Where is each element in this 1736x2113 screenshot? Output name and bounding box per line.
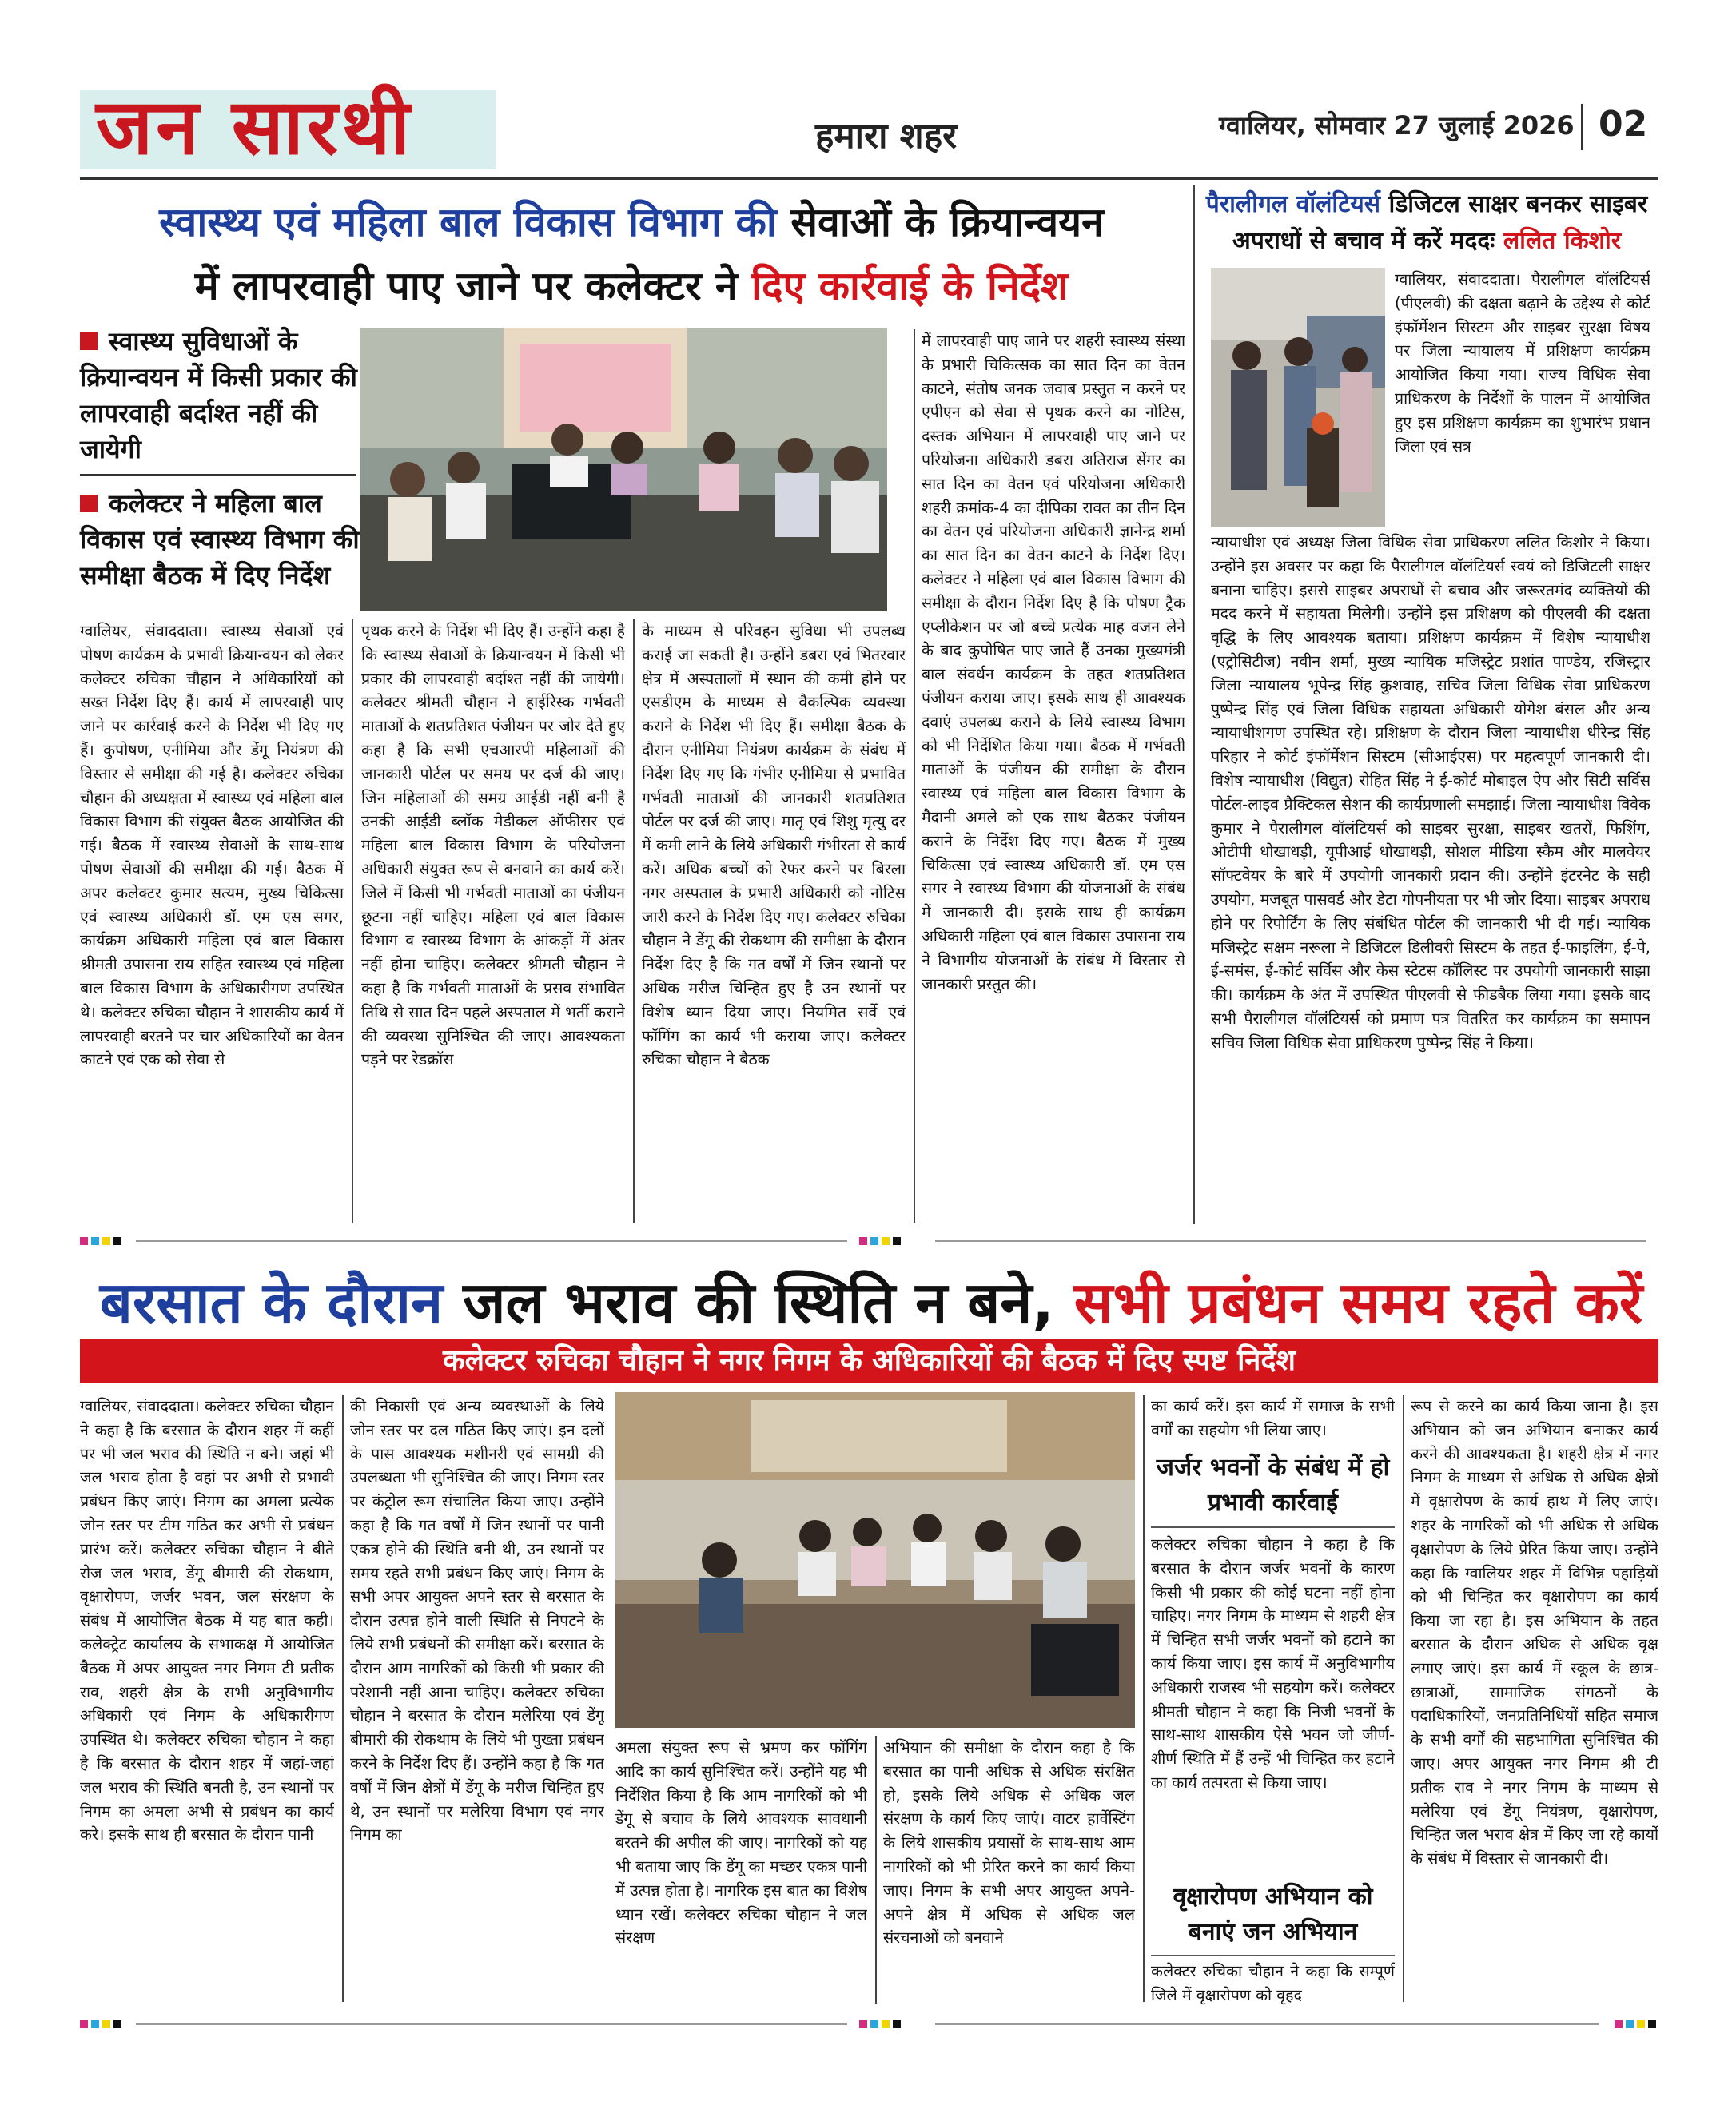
story2-subheadline-banner: कलेक्टर रुचिका चौहान ने नगर निगम के अधिकारियों की बैठक में दिए स्पष्ट निर्देश bbox=[80, 1339, 1658, 1383]
column-divider bbox=[914, 329, 915, 1223]
story1-headline-part: सेवाओं के क्रियान्वयन bbox=[790, 199, 1104, 245]
story1-headline-part: दिए कार्रवाई के निर्देश bbox=[751, 263, 1069, 309]
side-story-headline-part: पैरालीगल वॉलंटियर्स bbox=[1205, 190, 1381, 218]
subheading-dilapidated-buildings: जर्जर भवनों के संबंध में हो प्रभावी कार्रवाई bbox=[1156, 1454, 1390, 1517]
story2-column-3 bbox=[615, 1736, 867, 2004]
story1-highlights bbox=[80, 324, 368, 599]
bullet-square-icon bbox=[80, 495, 98, 512]
side-story-headline bbox=[1203, 186, 1650, 260]
highlight-divider bbox=[80, 474, 356, 476]
subheading-rule bbox=[1151, 1526, 1395, 1528]
story2-column-5-top bbox=[1151, 1395, 1395, 1444]
side-story-text-top-body: ग्वालियर, संवाददाता। पैरालीगल वॉलंटियर्स (पीएलवी) की दक्षता बढ़ाने के उद्देश्य से कोर्ट इंफॉर्मेशन सिस्टम और साइबर सुरक्षा विषय पर जिला न्यायालय में प्रशिक्षण कार्यक्रम आयोजित किया गया। राज्य विधिक सेवा प्राधिकरण के निर्देशों के पालन में आयोजित हुए इस प्रशिक्षण कार्यक्रम का शुभारंभ प्रधान जिला एवं सत्र bbox=[1395, 270, 1650, 456]
story1-column-3 bbox=[642, 619, 906, 1225]
section-title: हमारा शहर bbox=[815, 116, 958, 157]
masthead-rule bbox=[80, 177, 1658, 180]
highlight-text: कलेक्टर ने महिला बाल विकास एवं स्वास्थ्य विभाग की समीक्षा बैठक में दिए निर्देश bbox=[80, 488, 360, 591]
meeting-photo bbox=[360, 328, 887, 611]
side-story-text-bottom-body: न्यायाधीश एवं अध्यक्ष जिला विधिक सेवा प्राधिकरण ललित किशोर ने किया। उन्होंने इस अवसर पर कहा कि पैरालीगल वॉलंटियर्स स्वयं को डिजिटली साक्षर बनाना चाहिए। इससे साइबर अपराधों से बचाव और जरूरतमंद व्यक्तियों की मदद करने में सहायता मिलेगी। उन्होंने इस प्रशिक्षण को पीएलवी की दक्षता वृद्धि के लिए आवश्यक बताया। प्रशिक्षण कार्यक्रम में विशेष न्यायाधीश (एट्रोसिटीज) नवीन शर्मा, मुख्य न्यायिक मजिस्ट्रेट प्रशांत पाण्डेय, रजिस्ट्रार जिला न्यायालय भूपेन्द्र सिंह कुशवाह, सचिव जिला विधिक सेवा प्राधिकरण पुष्पेन्द्र सिंह एवं जिला विधिक सहायता अधिकारी योगेश बंसल और अन्य न्यायाधीशगण उपस्थित रहे। प्रशिक्षण के दौरान जिला न्यायाधीश धीरेन्द्र सिंह परिहार ने कोर्ट इंफॉर्मेशन सिस्टम (सीआईएस) पर महत्वपूर्ण जानकारी दी। विशेष न्यायाधीश (विद्युत) रोहित सिंह ने ई-कोर्ट मोबाइल ऐप और सिटी सर्विस पोर्टल-लाइव प्रैक्टिकल सेशन की कार्यप्रणाली समझाई। जिला न्यायाधीश विवेक कुमार ने पैरालीगल वॉलंटियर्स को साइबर सुरक्षा, साइबर खतरों, फिशिंग, ओटीपी धोखाधड़ी, यूपीआई धोखाधड़ी, सोशल मीडिया स्कैम और मालवेयर सॉफ्टवेयर के बारे में उपयोगी जानकारी प्रदान की। उन्होंने इंटरनेट के सही उपयोग, मजबूत पासवर्ड और डेटा गोपनीयता पर भी जोर दिया। साइबर अपराध होने पर रिपोर्टिंग के लिए संबंधित पोर्टल की जानकारी भी दी गई। न्यायिक मजिस्ट्रेट सक्षम नरूला ने डिजिटल डिलीवरी सिस्टम के तहत ई-फाइलिंग, ई-पे, ई-समंस, ई-कोर्ट सर्विस और केस स्टेटस कॉलिस्ट पर उपयोगी जानकारी साझा की। कार्यक्रम के अंत में उपस्थित पीएलवी से फीडबैक लिया गया। इसके बाद सभी पैरालीगल वॉलंटियर्स को प्रमाण पत्र वितरित कर कार्यक्रम का समापन सचिव जिला विधिक सेवा प्राधिकरण पुष्पेन्द्र सिंह ने किया। bbox=[1211, 533, 1650, 1052]
meeting-photo-illustration bbox=[360, 328, 887, 611]
story1-headline-line1 bbox=[80, 192, 1183, 253]
story1-column-2 bbox=[361, 619, 625, 1225]
story2-column-2 bbox=[350, 1395, 604, 2002]
highlight-item bbox=[80, 324, 368, 468]
story1-column-1 bbox=[80, 619, 344, 1225]
column-divider bbox=[1143, 1395, 1145, 2002]
municipal-meeting-photo-illustration bbox=[615, 1392, 1135, 1728]
story2-column-5-bottom bbox=[1151, 1960, 1395, 2008]
story1-headline-part: स्वास्थ्य एवं महिला बाल विकास विभाग की bbox=[159, 199, 777, 245]
story2-column-4-text: अभियान की समीक्षा के दौरान कहा है कि बरसात का पानी अधिक से अधिक संरक्षित हो, इसके लिये अधिक से अधिक जल संरक्षण के कार्य किए जाएं। वाटर हार्वेस्टिंग के लिये शासकीय प्रयासों के साथ-साथ आम नागरिकों को भी प्रेरित करने का कार्य किया जाए। निगम के सभी अपर आयुक्त अपने-अपने क्षेत्र में अधिक से अधिक जल संरचनाओं को बनवाने bbox=[883, 1738, 1135, 1948]
story2-column-1 bbox=[80, 1395, 334, 2002]
page-number-divider bbox=[1581, 104, 1583, 150]
side-story-headline-part: ललित किशोर bbox=[1503, 227, 1622, 255]
column-divider bbox=[633, 619, 635, 1223]
municipal-meeting-photo bbox=[615, 1392, 1135, 1728]
column-divider bbox=[875, 1736, 877, 2004]
story2-column-5-bottom-text: कलेक्टर रुचिका चौहान ने कहा कि सम्पूर्ण जिले में वृक्षारोपण को वृहद bbox=[1151, 1962, 1395, 2004]
page-number: 02 bbox=[1599, 104, 1648, 145]
story1-column-2-text: पृथक करने के निर्देश भी दिए हैं। उन्होंने कहा है कि स्वास्थ्य सेवाओं के क्रियान्वयन में किसी भी प्रकार की लापरवाही बर्दाश्त नहीं की जायेगी। कलेक्टर श्रीमती चौहान ने हाईरिस्क गर्भवती माताओं के शतप्रतिशत पंजीयन पर जोर देते हुए कहा है कि सभी एचआरपी महिलाओं की जानकारी पोर्टल पर समय पर दर्ज की जाए। जिन महिलाओं की समग्र आईडी नहीं बनी है उनकी आईडी ब्लॉक मेडीकल ऑफीसर एवं महिला बाल विकास विभाग के परियोजना अधिकारी संयुक्त रूप से बनवाने का कार्य करें। जिले में किसी भी गर्भवती माताओं का पंजीयन छूटना नहीं चाहिए। महिला एवं बाल विकास विभाग व स्वास्थ्य विभाग के आंकड़ों में अंतर नहीं होना चाहिए। कलेक्टर श्रीमती चौहान ने कहा है कि गर्भवती माताओं के प्रसव संभावित तिथि से सात दिन पहले अस्पताल में भर्ती कराने की व्यवस्था सुनिश्चित की जाए। आवश्यकता पड़ने पर रेडक्रॉस bbox=[361, 622, 625, 1069]
story2-headline bbox=[80, 1267, 1662, 1339]
registration-marks-icon bbox=[80, 2019, 1658, 2030]
training-photo bbox=[1211, 268, 1385, 527]
subheading-plantation-campaign: वृक्षारोपण अभियान को बनाएं जन अभियान bbox=[1173, 1883, 1373, 1946]
print-registration-strip bbox=[80, 1235, 1658, 1246]
training-photo-illustration bbox=[1211, 268, 1385, 527]
dateline: ग्वालियर, सोमवार 27 जुलाई 2026 bbox=[1219, 110, 1575, 141]
story1-column-3-text: के माध्यम से परिवहन सुविधा भी उपलब्ध कराई जा सकती है। उन्होंने डबरा एवं भितरवार क्षेत्र में अस्पतालों में स्थान की कमी होने पर एसडीएम के माध्यम से वैकल्पिक व्यवस्था कराने के निर्देश भी दिए हैं। समीक्षा बैठक के दौरान एनीमिया नियंत्रण कार्यक्रम के संबंध में निर्देश दिए गए कि गंभीर एनीमिया से प्रभावित गर्भवती माताओं की जानकारी शतप्रतिशत पोर्टल पर दर्ज की जाए। मातृ एवं शिशु मृत्यु दर में कमी लाने के लिये अधिकारी गंभीरता से कार्य करें। अधिक बच्चों को रेफर करने पर बिरला नगर अस्पताल के प्रभारी अधिकारी को नोटिस जारी करने के निर्देश दिए गए। कलेक्टर रुचिका चौहान ने डेंगू की रोकथाम की समीक्षा के दौरान निर्देश दिए है कि गत वर्षों में जिन स्थानों पर अधिक मरीज चिन्हित हुए है उन स्थानों पर विशेष ध्यान दिया जाए। नियमित सर्वे एवं फॉगिंग का कार्य भी कराया जाए। कलेक्टर रुचिका चौहान ने बैठक bbox=[642, 622, 906, 1069]
story1-column-1-text: ग्वालियर, संवाददाता। स्वास्थ्य सेवाओं एवं पोषण कार्यक्रम के प्रभावी क्रियान्वयन को लेकर कलेक्टर रुचिका चौहान ने अधिकारियों को सख्त निर्देश दिए हैं। कार्य में लापरवाही पाए जाने पर कार्रवाई करने के निर्देश भी दिए गए हैं। कुपोषण, एनीमिया और डेंगू नियंत्रण की विस्तार से समीक्षा की गई है। कलेक्टर रुचिका चौहान की अध्यक्षता में स्वास्थ्य एवं महिला बाल विकास विभाग की संयुक्त बैठक आयोजित की गई। बैठक में स्वास्थ्य सेवाओं के साथ-साथ पोषण सेवाओं की समीक्षा की गई। बैठक में अपर कलेक्टर कुमार सत्यम, मुख्य चिकित्सा एवं स्वास्थ्य अधिकारी डॉ. एम एस सगर, कार्यक्रम अधिकारी महिला एवं बाल विकास श्रीमती उपासना राय सहित स्वास्थ्य एवं महिला बाल विकास विभाग के अधिकारीगण उपस्थित थे। कलेक्टर रुचिका चौहान ने शासकीय कार्य में लापरवाही बरतने पर चार अधिकारियों का वेतन काटने एवं एक को सेवा से bbox=[80, 622, 344, 1069]
story2-column-5-top-text: का कार्य करें। इस कार्य में समाज के सभी वर्गों का सहयोग भी लिया जाए। bbox=[1151, 1397, 1395, 1439]
side-story-text-bottom bbox=[1211, 531, 1650, 1226]
highlight-text: स्वास्थ्य सुविधाओं के क्रियान्वयन में किसी प्रकार की लापरवाही बर्दाश्त नहीं की जायेगी bbox=[80, 326, 357, 464]
newspaper-logo: जन सारथी bbox=[96, 82, 414, 172]
bullet-square-icon bbox=[80, 332, 98, 350]
highlight-item bbox=[80, 486, 368, 594]
story2-column-3-text: अमला संयुक्त रूप से भ्रमण कर फॉगिंग आदि का कार्य सुनिश्चित करें। उन्होंने यह भी निर्देशित किया है कि आम नागरिकों को भी डेंगू से बचाव के लिये आवश्यक सावधानी बरतने की अपील की जाए। नागरिकों को यह भी बताया जाए कि डेंगू का मच्छर एकत्र पानी में उत्पन्न होता है। नागरिक इस बात का विशेष ध्यान रखें। कलेक्टर रुचिका चौहान ने जल संरक्षण bbox=[615, 1738, 867, 1948]
story1-headline-part: में लापरवाही पाए जाने पर कलेक्टर ने bbox=[194, 263, 738, 309]
story1-column-4 bbox=[922, 329, 1185, 1224]
story1-column-4-text: में लापरवाही पाए जाने पर शहरी स्वास्थ्य संस्था के प्रभारी चिकित्सक का सात दिन का वेतन काटने, संतोष जनक जवाब प्रस्तुत न करने पर एपीएन को सेवा से पृथक करने का नोटिस, दस्तक अभियान में लापरवाही पाए जाने पर परियोजना अधिकारी डबरा अतिराज सेंगर का सात दिन का वेतन एवं परियोजना अधिकारी शहरी क्रमांक-4 का दीपिका रावत का तीन दिन का वेतन एवं परियोजना अधिकारी ज्ञानेन्द्र शर्मा का सात दिन का वेतन काटने के निर्देश दिए। कलेक्टर ने महिला एवं बाल विकास विभाग की समीक्षा के दौरान निर्देश दिए है कि पोषण ट्रैक एप्लीकेशन पर जो बच्चे प्रत्येक माह वजन लेने के बाद कुपोषित पाए जाते हैं उनका मुख्यमंत्री बाल संवर्धन कार्यक्रम के तहत शतप्रतिशत पंजीयन कराया जाए। इसके साथ ही आवश्यक दवाएं उपलब्ध कराने के लिये स्वास्थ्य विभाग को भी निर्देशित किया गया। बैठक में गर्भवती माताओं के पंजीयन की समीक्षा के दौरान स्वास्थ्य एवं महिला बाल विकास विभाग के मैदानी अमले को एक साथ बैठकर पंजीयन कराने के निर्देश दिए गए। बैठक में मुख्य चिकित्सा एवं स्वास्थ्य अधिकारी डॉ. एम एस सगर ने स्वास्थ्य विभाग की योजनाओं के संबंध में जानकारी दी। इसके साथ ही कार्यक्रम अधिकारी महिला एवं बाल विकास उपासना राय ने विभागीय योजनाओं के संबंध में विस्तार से जानकारी प्रस्तुत की। bbox=[922, 332, 1185, 993]
print-registration-strip-bottom bbox=[80, 2018, 1658, 2029]
story2-column-2-text: की निकासी एवं अन्य व्यवस्थाओं के लिये जोन स्तर पर दल गठित किए जाएं। इन दलों के पास आवश्यक मशीनरी एवं सामग्री की उपलब्धता भी सुनिश्चित की जाए। निगम स्तर पर कंट्रोल रूम संचालित किया जाए। उन्होंने कहा है कि गत वर्षों में जिन स्थानों पर पानी एकत्र होने की स्थिति बनी थी, उन स्थानों पर समय रहते सभी प्रबंधन किए जाएं। निगम के सभी अपर आयुक्त अपने स्तर से बरसात के दौरान उत्पन्न होने वाली स्थिति से निपटने के लिये सभी प्रबंधनों की समीक्षा करें। बरसात के दौरान आम नागरिकों को किसी भी प्रकार की परेशानी नहीं आना चाहिए। कलेक्टर रुचिका चौहान ने बरसात के दौरान मलेरिया एवं डेंगू बीमारी की रोकथाम के लिये भी पुख्ता प्रबंधन करने के निर्देश दिए हैं। उन्होंने कहा है कि गत वर्षों में जिन क्षेत्रों में डेंगू के मरीज चिन्हित हुए थे, उन स्थानों पर मलेरिया विभाग एवं नगर निगम का bbox=[350, 1397, 604, 1844]
story2-column-1-text: ग्वालियर, संवाददाता। कलेक्टर रुचिका चौहान ने कहा है कि बरसात के दौरान शहर में कहीं पर भी जल भराव की स्थिति न बने। जहां भी जल भराव होता है वहां पर अभी से प्रभावी प्रबंधन किए जाएं। निगम का अमला प्रत्येक जोन स्तर पर टीम गठित कर अभी से प्रबंधन प्रारंभ करें। कलेक्टर रुचिका चौहान ने बीते रोज जल भराव, डेंगू बीमारी की रोकथाम, वृक्षारोपण, जर्जर भवन, जल संरक्षण के संबंध में आयोजित बैठक में यह बात कही। कलेक्ट्रेट कार्यालय के सभाकक्ष में आयोजित बैठक में अपर आयुक्त नगर निगम टी प्रतीक राव, शहरी क्षेत्र के सभी अनुविभागीय अधिकारी एवं निगम के अधिकारीगण उपस्थित थे। कलेक्टर रुचिका चौहान ने कहा है कि बरसात के दौरान शहर में जहां-जहां जल भराव की स्थिति बनती है, उन स्थानों पर निगम का अमला अभी से प्रबंधन का कार्य करे। इसके साथ ही बरसात के दौरान पानी bbox=[80, 1397, 334, 1844]
column-divider bbox=[342, 1395, 344, 2002]
column-divider bbox=[352, 619, 353, 1223]
story1-headline-line2 bbox=[80, 256, 1183, 316]
story2-column-6-text: रूप से करने का कार्य किया जाना है। इस अभियान को जन अभियान बनाकर कार्य करने की आवश्यकता है। शहरी क्षेत्र में नगर निगम के माध्यम से अधिक से अधिक क्षेत्रों में वृक्षारोपण के कार्य हाथ में लिए जाएं। शहर के नागरिकों को भी अधिक से अधिक वृक्षारोपण के लिये प्रेरित किया जाए। उन्होंने कहा कि ग्वालियर शहर में विभिन्न पहाड़ियों को भी चिन्हित कर वृक्षारोपण का कार्य किया जा रहा है। इस अभियान के तहत बरसात के दौरान अधिक से अधिक वृक्ष लगाए जाएं। इस कार्य में स्कूल के छात्र-छात्राओं, सामाजिक संगठनों के पदाधिकारियों, जनप्रतिनिधियों सहित समाज के सभी वर्गों की सहभागिता सुनिश्चित की जाए। अपर आयुक्त नगर निगम श्री टी प्रतीक राव ने नगर निगम के माध्यम से मलेरिया एवं डेंगू नियंत्रण, वृक्षारोपण, चिन्हित जल भराव क्षेत्र में किए जा रहे कार्यों के संबंध में विस्तार से जानकारी दी। bbox=[1411, 1397, 1658, 1868]
story2-headline-part: जल भराव की स्थिति न बने, bbox=[463, 1269, 1054, 1336]
story2-column-4 bbox=[883, 1736, 1135, 2004]
story2-column-6 bbox=[1411, 1395, 1658, 2004]
column-divider bbox=[1193, 185, 1195, 1224]
side-story-headline-part: डिजिटल साक्षर बनकर साइबर अपराधों से बचाव में करें मददः bbox=[1232, 190, 1648, 255]
registration-marks-icon bbox=[80, 1236, 1658, 1247]
subheading-rule bbox=[1151, 1955, 1395, 1956]
column-divider bbox=[1403, 1395, 1404, 2002]
side-story-text-top bbox=[1395, 268, 1650, 530]
story2-headline-part: सभी प्रबंधन समय रहते करें bbox=[1073, 1269, 1643, 1336]
story2-column-5-middle bbox=[1151, 1533, 1395, 1875]
story2-column-5-middle-text: कलेक्टर रुचिका चौहान ने कहा है कि बरसात के दौरान जर्जर भवनों के कारण किसी भी प्रकार की कोई घटना नहीं होना चाहिए। नगर निगम के माध्यम से शहरी क्षेत्र में चिन्हित सभी जर्जर भवनों को हटाने का कार्य किया जाए। इस कार्य में अनुविभागीय अधिकारी राजस्व भी सहयोग करें। कलेक्टर श्रीमती चौहान ने कहा कि निजी भवनों के साथ-साथ शासकीय ऐसे भवन जो जीर्ण-शीर्ण स्थिति में हैं उन्हें भी चिन्हित कर हटाने का कार्य तत्परता से किया जाए। bbox=[1151, 1535, 1395, 1792]
story2-headline-part: बरसात के दौरान bbox=[99, 1269, 444, 1336]
